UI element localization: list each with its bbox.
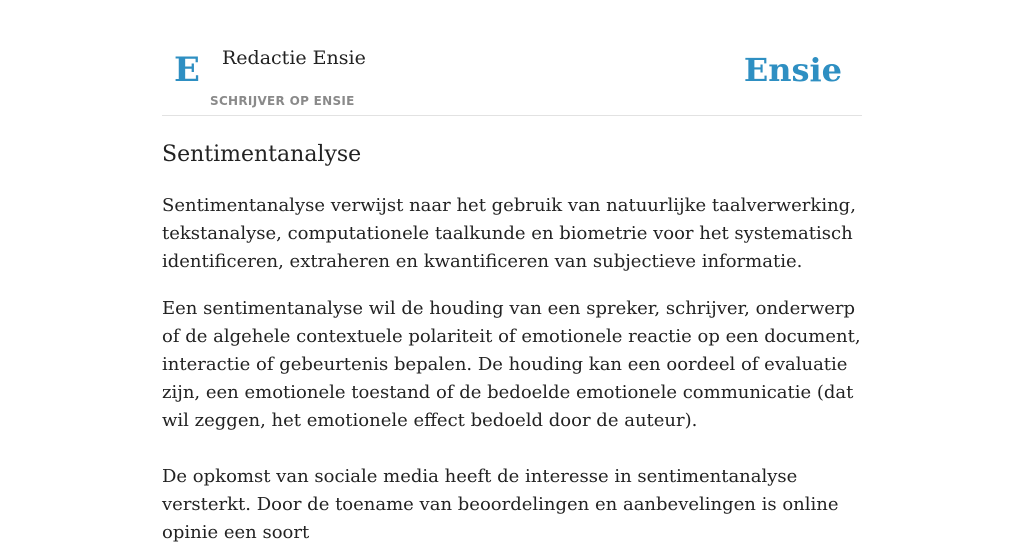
- author-avatar: E: [174, 50, 200, 90]
- author-role: SCHRIJVER OP ENSIE: [210, 94, 355, 108]
- author-name: Redactie Ensie: [222, 47, 366, 69]
- card-header: [162, 0, 862, 116]
- ensie-logo: Ensie: [743, 51, 842, 89]
- paragraph: De opkomst van sociale media heeft de interesse in sentimentanalyse versterkt. Door de toename van beoordelingen en aanbevelingen is online opinie een soort: [162, 466, 839, 543]
- share-card: [162, 0, 862, 543]
- paragraph: Een sentimentanalyse wil de houding van een spreker, schrijver, onderwerp of de algehele contextuele polariteit of emotionele reactie op een document, interactie of gebeurtenis bepalen. De houding kan een oordeel of evaluatie zijn, een emotionele toestand of de bedoelde emotionele communicatie (dat wil zeggen, het emotionele effect bedoeld door de auteur).: [162, 298, 861, 431]
- article-body: [162, 192, 862, 547]
- article-title: Sentimentanalyse: [162, 142, 362, 167]
- paragraph: Sentimentanalyse verwijst naar het gebruik van natuurlijke taalverwerking, tekstanalyse, computationele taalkunde en biometrie voor het systematisch identificeren, extraheren en kwantificeren van subjectieve informatie.: [162, 195, 856, 272]
